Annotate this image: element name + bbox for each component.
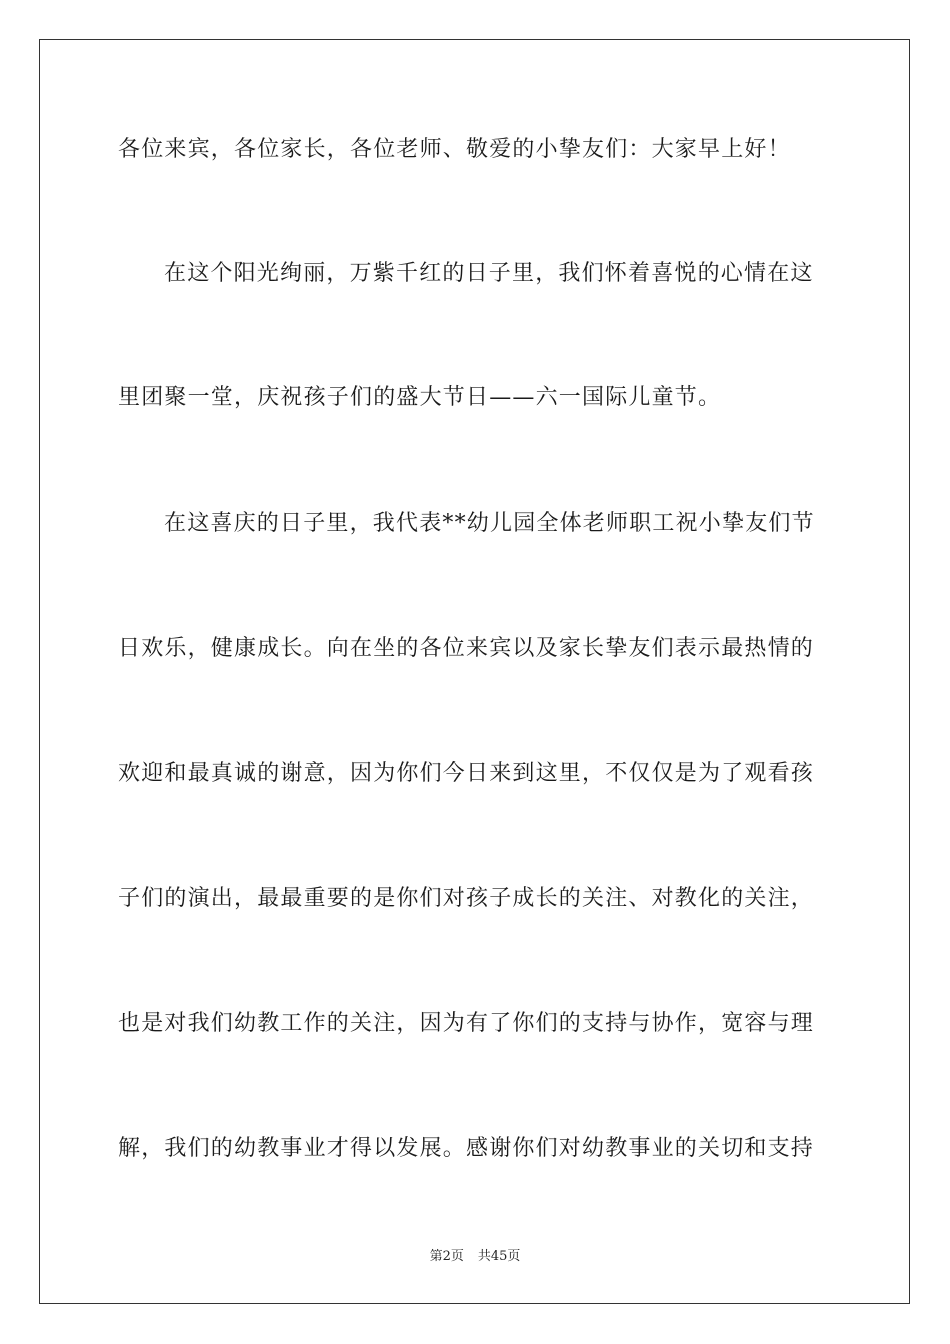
page-footer [0, 1248, 950, 1266]
text-line-3: 里团聚一堂，庆祝孩子们的盛大节日——六一国际儿童节。 [118, 385, 722, 410]
text-line-2: 在这个阳光绚丽，万紫千红的日子里，我们怀着喜悦的心情在这 [164, 261, 814, 286]
text-line-9: 解，我们的幼教事业才得以发展。感谢你们对幼教事业的关切和支持 [118, 1136, 815, 1161]
text-line-8: 也是对我们幼教工作的关注，因为有了你们的支持与协作，宽容与理 [118, 1011, 815, 1036]
page-border [39, 39, 910, 1304]
text-line-5: 日欢乐，健康成长。向在坐的各位来宾以及家长挚友们表示最热情的 [118, 636, 815, 661]
page-number: 第2页 [429, 1249, 464, 1264]
text-line-1: 各位来宾，各位家长，各位老师、敬爱的小挚友们：大家早上好！ [118, 137, 791, 162]
text-line-4: 在这喜庆的日子里，我代表**幼儿园全体老师职工祝小挚友们节 [164, 511, 815, 536]
text-line-7: 子们的演出，最最重要的是你们对孩子成长的关注、对教化的关注， [118, 886, 815, 911]
total-pages: 共45页 [477, 1249, 521, 1264]
text-line-6: 欢迎和最真诚的谢意，因为你们今日来到这里，不仅仅是为了观看孩 [118, 761, 815, 786]
